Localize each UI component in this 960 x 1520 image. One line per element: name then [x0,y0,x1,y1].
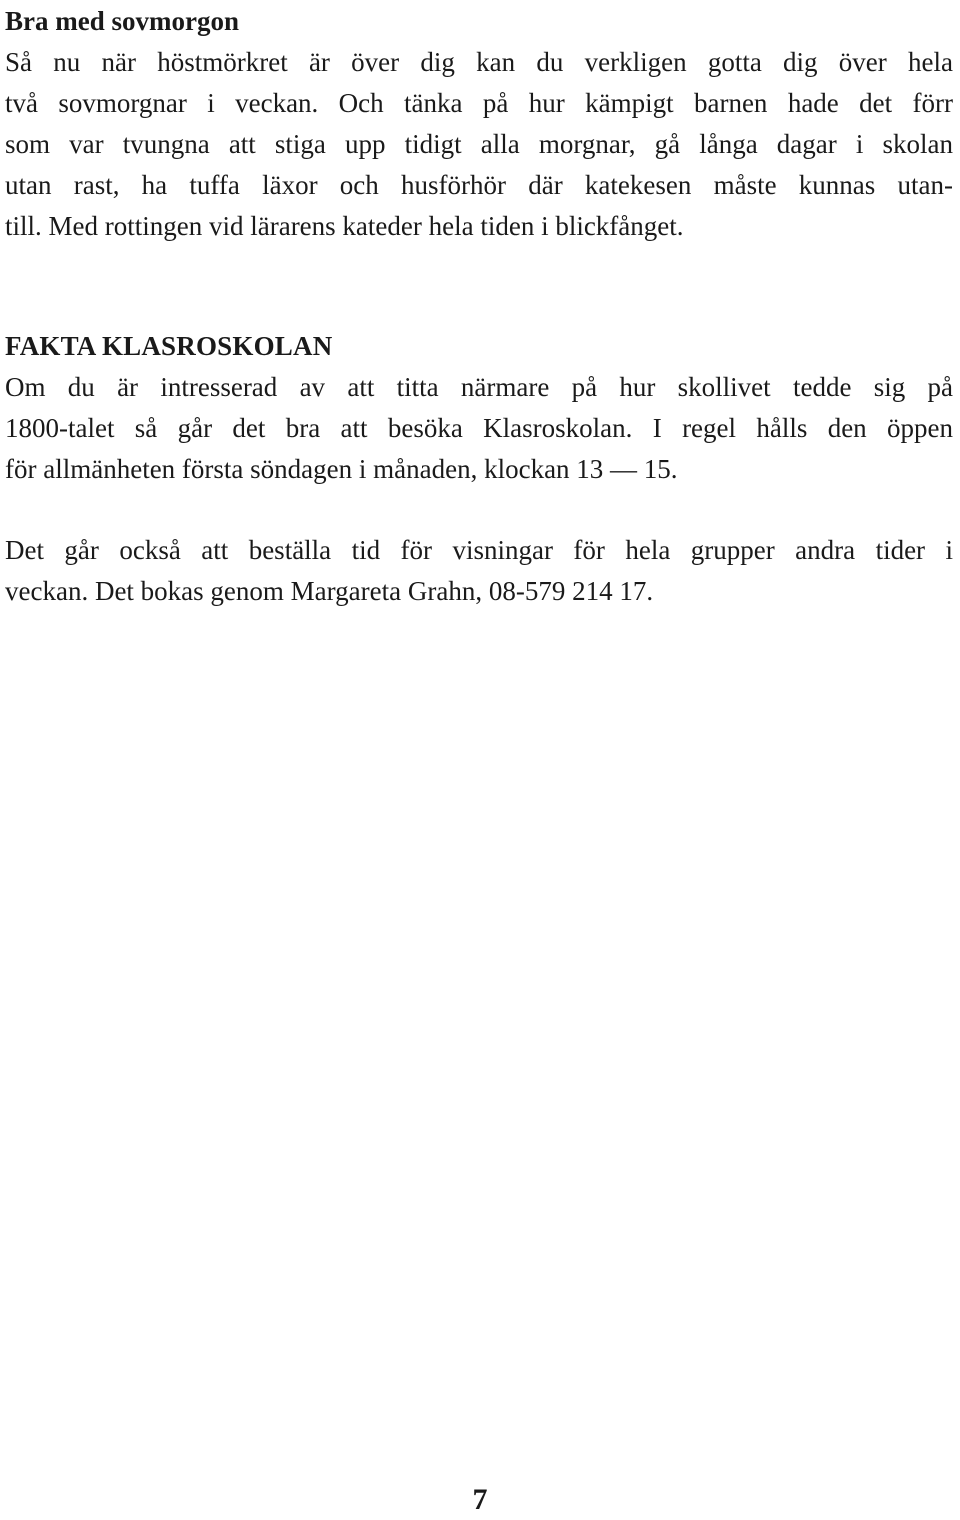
article-line: som var tvungna att stiga upp tidigt alla morgnar, gå långa dagar i skolan [5,129,953,159]
article-section [5,0,953,247]
fact-box-line: för allmänheten första söndagen i månaden, klockan 13 — 15. [5,454,678,484]
fact-box-section [5,325,953,490]
article-heading: Bra med sovmorgon [5,6,239,36]
article-line: utan rast, ha tuffa läxor och husförhör där katekesen måste kunnas utan- [5,170,953,200]
article-line: till. Med rottingen vid lärarens kateder hela tiden i blickfånget. [5,211,684,241]
fact-box-line: 1800-talet så går det bra att besöka Klasroskolan. I regel hålls den öppen [5,413,953,443]
fact-box-heading: FAKTA KLASROSKOLAN [5,331,333,361]
booking-info-section [5,530,953,612]
booking-info-line: veckan. Det bokas genom Margareta Grahn, 08-579 214 17. [5,576,654,606]
booking-info-line: Det går också att beställa tid för visningar för hela grupper andra tider i [5,535,953,565]
article-line: två sovmorgnar i veckan. Och tänka på hur kämpigt barnen hade det förr [5,88,953,118]
page-number: 7 [472,1483,488,1516]
fact-box-line: Om du är intresserad av att titta närmare på hur skollivet tedde sig på [5,372,953,402]
article-line: Så nu när höstmörkret är över dig kan du verkligen gotta dig över hela [5,47,953,77]
